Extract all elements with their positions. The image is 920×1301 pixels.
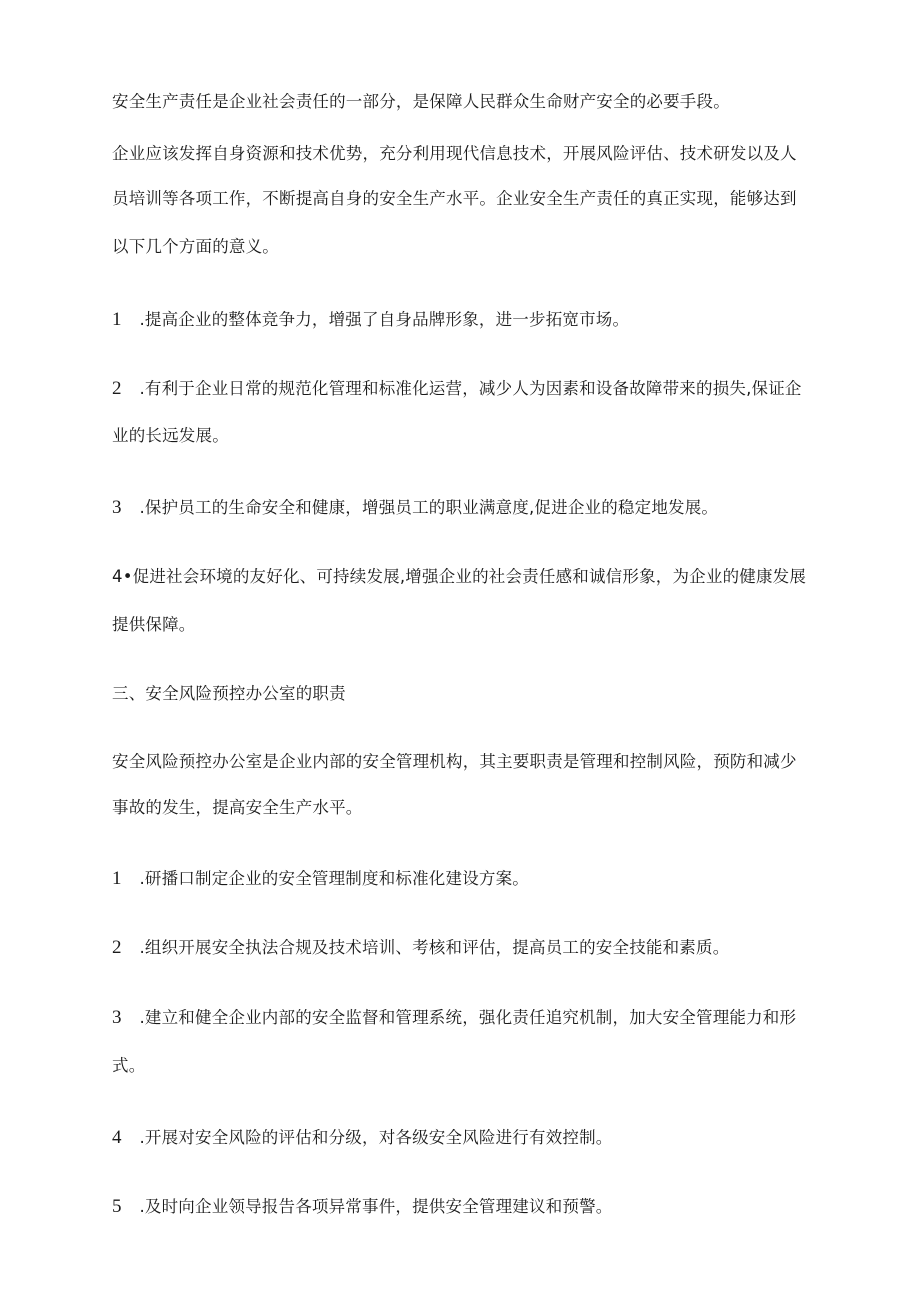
item-text: .开展对安全风险的评估和分级，对各级安全风险进行有效控制。 <box>134 1128 613 1147</box>
intro-paragraph-line: 企业应该发挥自身资源和技术优势，充分利用现代信息技术，开展风险评估、技术研发以及人 <box>112 144 797 163</box>
intro-paragraph-line: 员培训等各项工作，不断提高自身的安全生产水平。企业安全生产责任的真正实现，能够达到 <box>112 189 797 208</box>
significance-item-2-continued: 业的长远发展。 <box>112 426 229 445</box>
item-number: 2 <box>112 937 122 958</box>
item-text: .提高企业的整体竞争力，增强了自身品牌形象，进一步拓宽市场。 <box>134 310 630 329</box>
duty-item-3 <box>112 1007 796 1029</box>
significance-item-3 <box>112 497 718 519</box>
item-number: 4• <box>112 567 133 586</box>
item-text: .组织开展安全执法合规及技术培训、考核和评估，提高员工的安全技能和素质。 <box>134 938 730 957</box>
item-number: 4 <box>112 1127 122 1148</box>
item-number: 5 <box>112 1196 122 1217</box>
item-number: 2 <box>112 378 122 399</box>
intro-paragraph-line: 以下几个方面的意义。 <box>112 237 279 256</box>
item-number: 1 <box>112 309 122 330</box>
item-text: 促进社会环境的友好化、可持续发展,增强企业的社会责任感和诚信形象，为企业的健康发展 <box>132 567 807 586</box>
item-text: .有利于企业日常的规范化管理和标准化运营，减少人为因素和设备故障带来的损失,保证企 <box>134 379 802 398</box>
section-heading: 三、安全风险预控办公室的职责 <box>112 684 346 703</box>
significance-item-4 <box>112 566 806 588</box>
section-intro-line: 事故的发生，提高安全生产水平。 <box>112 798 363 817</box>
significance-item-1 <box>112 309 629 331</box>
intro-line: 安全生产责任是企业社会责任的一部分，是保障人民群众生命财产安全的必要手段。 <box>112 92 730 111</box>
significance-item-4-continued: 提供保障。 <box>112 615 196 634</box>
item-text: .保护员工的生命安全和健康，增强员工的职业满意度,促进企业的稳定地发展。 <box>134 498 719 517</box>
duty-item-5 <box>112 1196 613 1218</box>
duty-item-2 <box>112 937 729 959</box>
duty-item-4 <box>112 1127 613 1149</box>
item-text: .建立和健全企业内部的安全监督和管理系统，强化责任追究机制，加大安全管理能力和形 <box>134 1008 797 1027</box>
item-number: 1 <box>112 868 122 889</box>
item-number: 3 <box>112 497 122 518</box>
item-text: .研播口制定企业的安全管理制度和标准化建设方案。 <box>134 869 529 888</box>
significance-item-2 <box>112 378 802 400</box>
duty-item-1 <box>112 868 529 890</box>
duty-item-3-continued: 式。 <box>112 1056 146 1075</box>
item-text: .及时向企业领导报告各项异常事件，提供安全管理建议和预警。 <box>134 1197 613 1216</box>
section-intro-line: 安全风险预控办公室是企业内部的安全管理机构，其主要职责是管理和控制风险，预防和减少 <box>112 752 797 771</box>
item-number: 3 <box>112 1007 122 1028</box>
